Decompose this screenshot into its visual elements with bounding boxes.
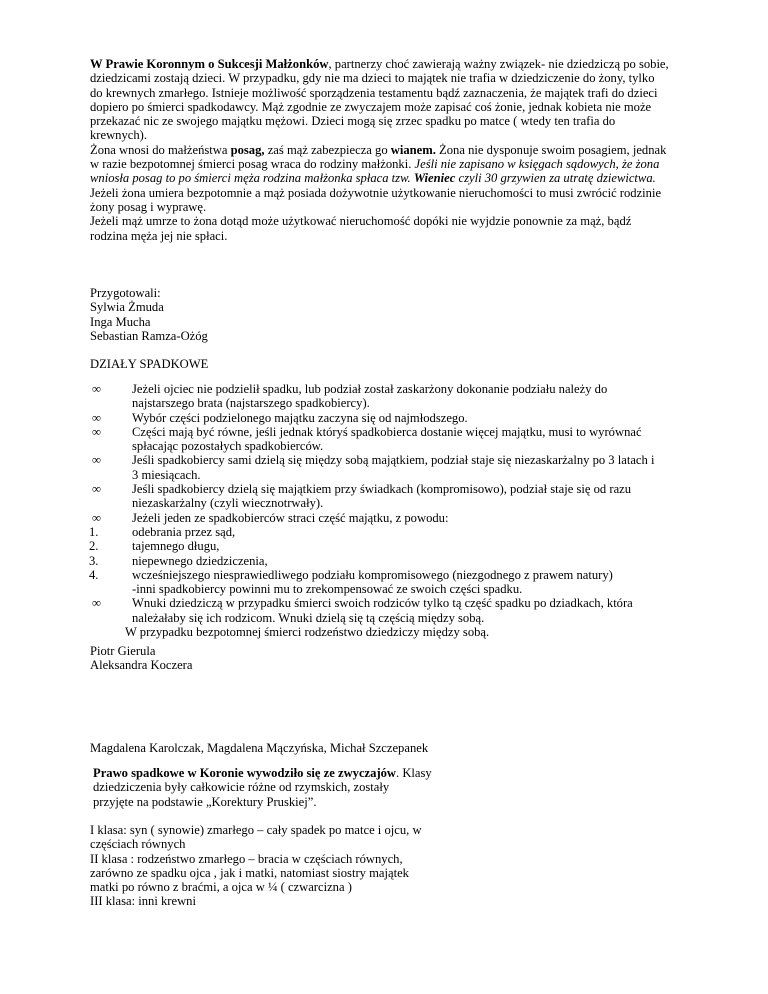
paragraph-line: W Prawie Koronnym o Sukcesji Małżonków, partnerzy choć zawierają ważny związek- nie dziedziczą po sobie, — [90, 57, 669, 71]
paragraph-line: Prawo spadkowe w Koronie wywodziło się ze zwyczajów. Klasy — [93, 766, 432, 780]
paragraph-line: Jeżeli mąż umrze to żona dotąd może użytkować nieruchomość dopóki nie wyjdzie ponownie za mąż, bądź — [90, 214, 632, 229]
section-heading: DZIAŁY SPADKOWE — [90, 357, 209, 371]
credits-prepared-by — [90, 286, 490, 343]
list-item: ∞ Jeśli spadkobiercy sami dzielą się między sobą majątkiem, podział staje się niezaskarżalny po 3 latach i 3 miesiącach. — [92, 453, 655, 482]
infinity-bullet-icon: ∞ — [92, 424, 101, 439]
paragraph-line: przyjęte na podstawie „Korektury Pruskiej”. — [93, 794, 317, 809]
paragraph-line: matki po równo z braćmi, a ojca w ¼ ( czwarcizna ) — [90, 880, 352, 895]
paragraph-line: Jeżeli żona umiera bezpotomnie a mąż posiada dożywotnie użytkowanie nieruchomości to musi zwrócić rodzinie — [90, 185, 662, 200]
bold-lead: W Prawie Koronnym o Sukcesji Małżonków — [90, 57, 329, 71]
list-item: ∞ Jeśli spadkobiercy dzielą się majątkiem przy świadkach (kompromisowo), podział staje się od razu niezaskarżalny (czyli wiecznotrwały). — [92, 482, 632, 511]
paragraph-line: rodzina męża jej nie spłaci. — [90, 228, 228, 243]
list-item: ∞ Wybór części podzielonego majątku zaczyna się od najmłodszego. — [92, 410, 468, 425]
bold-term: wianem. — [390, 142, 436, 157]
paragraph-line: krewnych). — [90, 128, 147, 143]
list-item: ∞ Jeżeli jeden ze spadkobierców straci część majątku, z powodu: — [92, 510, 449, 525]
infinity-bullet-icon: ∞ — [92, 596, 101, 611]
paragraph-line: III klasa: inni krewni — [90, 894, 196, 909]
credits-authors — [90, 644, 490, 673]
infinity-bullet-icon: ∞ — [92, 410, 101, 425]
paragraph-line: częściach równych — [90, 837, 186, 852]
item-number: 3. — [89, 553, 99, 568]
numbered-item: 3. niepewnego dziedziczenia, — [89, 553, 268, 568]
bold-italic-term: Wieniec — [413, 171, 456, 186]
paragraph-line: żony posag i wyprawę. — [90, 199, 207, 214]
paragraph-line: przekazać nic ze swojego majątku mężowi. Dzieci mogą się zrzec spadku po matce ( wtedy ten trafia do — [90, 114, 616, 129]
infinity-bullet-icon: ∞ — [92, 510, 101, 525]
item-number: 2. — [89, 539, 99, 554]
paragraph-line: do krewnych zmarłego. Istnieje możliwość sporządzenia testamentu bądź zaznaczenia, że majątek trafi do dzieci — [90, 85, 658, 100]
paragraph-line: Żona wnosi do małżeństwa posag, zaś mąż zabezpiecza go wianem. Żona nie dysponuje swoim posagiem, jednak — [90, 142, 667, 157]
item-number: 1. — [89, 524, 99, 539]
numbered-item: 2. tajemnego długu, — [89, 539, 220, 554]
author-name: Inga Mucha — [90, 314, 151, 329]
section-marriage-succession — [90, 57, 710, 243]
bold-lead: Prawo spadkowe w Koronie wywodziło się ze zwyczajów — [93, 766, 397, 780]
paragraph-line: wniosła posag to po śmierci męża rodzina małżonka spłaca tzw. Wieniec czyli 30 grzywien za utratę dziewictwa. — [90, 171, 656, 186]
numbered-item: 4. wcześniejszego niesprawiedliwego podziału kompromisowego (niezgodnego z prawem natury) -inni spadkobiercy powinni mu to zrekompensować ze swoich części spadku. — [89, 567, 613, 597]
paragraph-line: I klasa: syn ( synowie) zmarłego – cały spadek po matce i ojcu, w — [90, 823, 422, 837]
paragraph-line: dopiero po śmierci spadkodawcy. Mąż zgodnie ze zwyczajem może zapisać coś żonie, jednak kobieta nie może — [90, 99, 652, 114]
paragraph-line: II klasa : rodzeństwo zmarłego – bracia w częściach równych, — [90, 851, 403, 866]
list-item: ∞ Części mają być równe, jeśli jednak któryś spadkobierca dostanie więcej majątku, musi to wyrównać spłacając pozostałych spadkobierców. — [92, 424, 642, 454]
author-name: Aleksandra Koczera — [90, 658, 193, 673]
item-number: 4. — [89, 567, 99, 582]
list-item: ∞ Wnuki dziedziczą w przypadku śmierci swoich rodziców tylko tą część spadku po dziadkach, która należałaby się ich rodzicom. Wnuki dzielą się tą częścią między sobą. W przypadku bezpotomnej śmierci rodzeństwo dziedziczy między sobą. — [92, 596, 633, 640]
numbered-item: 1. odebrania przez sąd, — [89, 524, 236, 539]
author-name: Sylwia Żmuda — [90, 300, 164, 315]
paragraph-line: zarówno ze spadku ojca , jak i matki, natomiast siostry majątek — [90, 865, 409, 880]
paragraph-line: dziedzicami zostają dzieci. W przypadku, gdy nie ma dzieci to majątek nie trafia w dziedziczenie do żony, tylko — [90, 71, 655, 86]
infinity-bullet-icon: ∞ — [92, 482, 101, 497]
paragraph-line: dziedziczenia były całkowicie różne od rzymskich, zostały — [93, 780, 390, 795]
author-name: Sebastian Ramza-Ożóg — [90, 328, 208, 343]
infinity-bullet-icon: ∞ — [92, 382, 101, 396]
credits-label: Przygotowali: — [90, 286, 161, 300]
section3-authors: Magdalena Karolczak, Magdalena Mączyńska, Michał Szczepanek — [90, 741, 429, 755]
infinity-bullet-icon: ∞ — [92, 453, 101, 468]
italic-text: Jeśli nie zapisano w księgach sądowych, że żona — [414, 157, 660, 172]
author-name: Piotr Gierula — [90, 644, 156, 658]
inheritance-divisions-list — [90, 382, 730, 639]
inheritance-classes — [90, 823, 510, 909]
list-item: ∞ Jeżeli ojciec nie podzielił spadku, lub podział został zaskarżony dokonanie podziału należy do najstarszego brata (najstarszego spadkobiercy). — [92, 382, 608, 411]
bold-term: posag, — [230, 142, 265, 157]
inheritance-law-intro — [93, 766, 513, 809]
paragraph-line: w razie bezpotomnej śmierci posag wraca do rodziny małżonki. Jeśli nie zapisano w księgach sądowych, że żona — [90, 157, 660, 172]
